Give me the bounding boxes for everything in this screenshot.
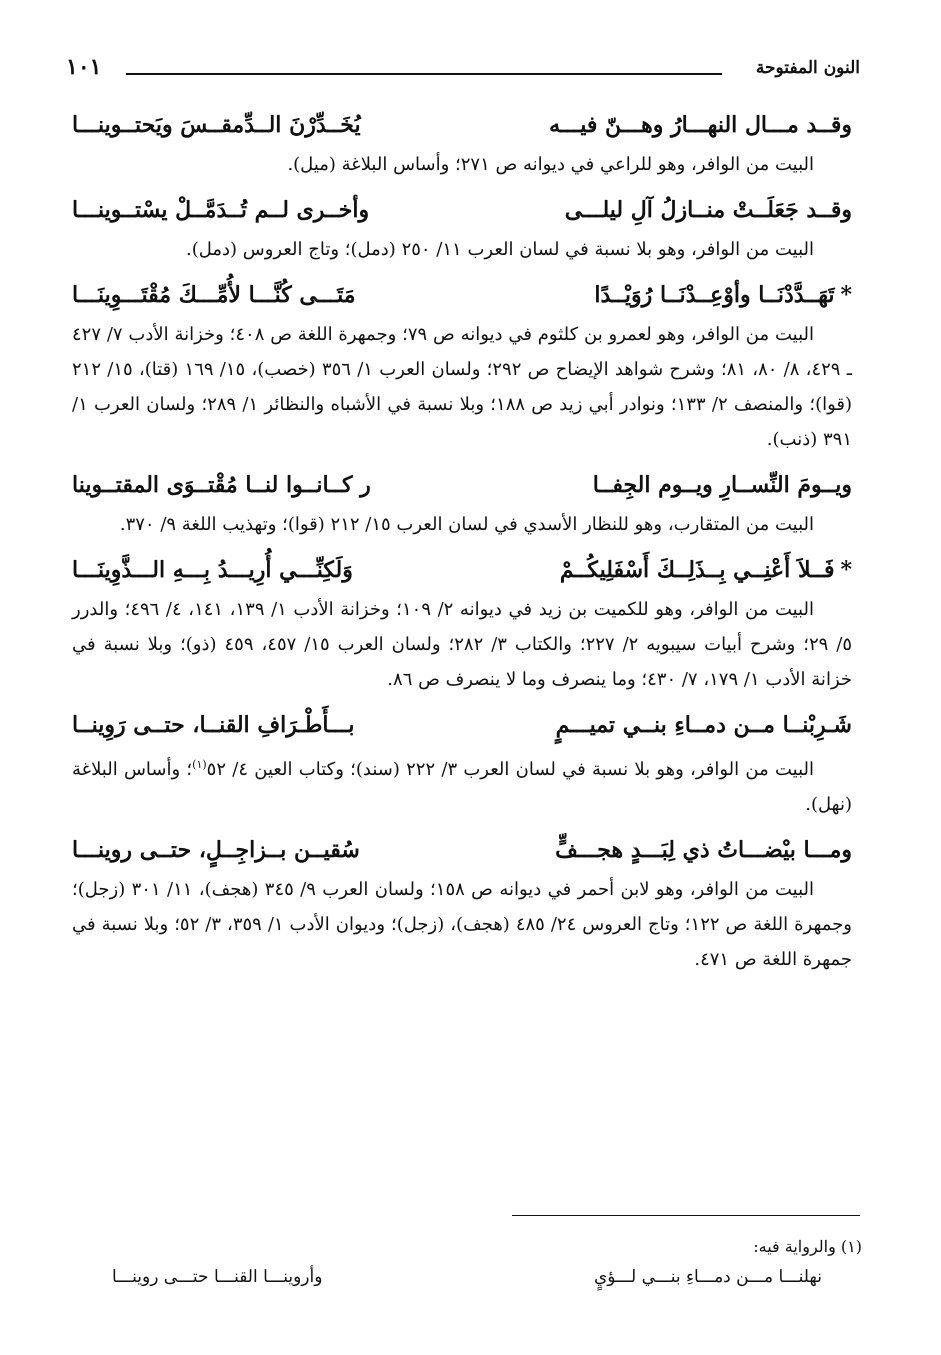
verse — [72, 703, 852, 747]
verse-second-hemistich: وأخــرى لــم تُــدَمَّــلْ يسْتــوينـــا — [72, 197, 370, 223]
verse — [72, 463, 852, 507]
verse-commentary — [72, 592, 852, 697]
commentary-text: البيت من الوافر، وهو للراعي في ديوانه ص ٢٧١؛ وأساس البلاغة (ميل). — [287, 154, 814, 175]
commentary-text: البيت من الوافر، وهو للكميت بن زيد في ديوانه ٢/ ١٠٩؛ وخزانة الأدب ١/ ١٣٩، ١٤١، ٤/ ٤٩٦؛ والدرر ٥/ ٢٩؛ وشرح أبيات سيبويه ٢/ ٢٢٧؛ والكتاب ٣/ ٢٨٢؛ ولسان العرب ١٥/ ٤٥٧، ٤٥٩ (ذو)؛ وبلا نسبة في خزانة الأدب ١/ ١٧٩، ٧/ ٤٣٠؛ وما ينصرف وما لا ينصرف ص ٨٦. — [72, 599, 853, 690]
chapter-title: النون المفتوحة — [755, 58, 860, 78]
commentary-text: البيت من المتقارب، وهو للنظار الأسدي في لسان العرب ١٥/ ٢١٢ (قوا)؛ وتهذيب اللغة ٩/ ٣٧٠. — [119, 514, 814, 535]
verse — [72, 828, 852, 872]
commentary-text: البيت من الوافر، وهو بلا نسبة في لسان العرب ١١/ ٢٥٠ (دمل)؛ وتاج العروس (دمل). — [185, 239, 814, 260]
page-number: ١٠١ — [66, 54, 102, 80]
footnote-second-hemistich: وأروينـــا القنـــا حتـــى روينـــا — [112, 1267, 323, 1287]
commentary-text: البيت من الوافر، وهو لعمرو بن كلثوم في ديوانه ص ٧٩؛ وجمهرة اللغة ص ٤٠٨؛ وخزانة الأدب ٧/ ٤٢٧ ـ ٤٢٩، ٨/ ٨٠، ٨١؛ وشرح شواهد الإيضاح ص ٢٩٢؛ ولسان العرب ١/ ٣٥٦ (خصب)، ١٥/ ١٦٩ (قتا)، ١٥/ ٢١٢ (قوا)؛ والمنصف ٢/ ١٣٣؛ ونوادر أبي زيد ص ١٨٨؛ وبلا نسبة في الأشباه والنظائر ١/ ٢٨٩؛ ولسان العرب ١/ ٣٩١ (ذنب). — [72, 324, 853, 450]
verse-first-hemistich: ويــومَ النِّســارِ ويــوم الجِفــا — [592, 472, 852, 498]
verse-first-hemistich: وقــد جَعَلَــتْ منــازلُ آلِ ليلـــى — [564, 197, 852, 223]
verse-commentary — [72, 507, 852, 542]
verse-second-hemistich: يُخَــدِّرْنَ الــدِّمقــسَ ويَحتــوينـــا — [72, 112, 361, 138]
verse-second-hemistich: ر كــانــوا لنــا مُقْتــوَى المقتــوينا — [72, 472, 371, 498]
header-rule — [126, 73, 722, 75]
verse-commentary — [72, 147, 852, 182]
verse-first-hemistich: تَهَــدَّدْنَــا وأوْعِــدْنَــا رُوَيْــدًا — [594, 282, 835, 308]
verse-first-hemistich: فَــلاَ أَعْنِــي بِــذَلِــكَ أَسْفَلِيكُــمْ — [559, 557, 835, 583]
commentary-text: البيت من الوافر، وهو لابن أحمر في ديوانه ص ١٥٨؛ ولسان العرب ٩/ ٣٤٥ (هجف)، ١١/ ٣٠١ (زجل)؛ وجمهرة اللغة ص ١٢٢؛ وتاج العروس ٢٤/ ٤٨٥ (هجف)، (زجل)؛ وديوان الأدب ١/ ٣٥٩، ٣/ ٥٢؛ وبلا نسبة في جمهرة اللغة ص ٤٧١. — [72, 879, 852, 970]
verse-commentary — [72, 872, 852, 977]
footnote-first-hemistich: نهلنـــا مـــن دمـــاءِ بنـــي لـــؤيٍ — [593, 1267, 822, 1287]
verse-second-hemistich: مَتَـــى كُنَّـــا لأُمِّـــكَ مُقْتَـــوِينَـــا — [72, 282, 356, 308]
verse-second-hemistich: سُقيــن بــزاجِــلٍ، حتــى روينـــا — [72, 837, 360, 863]
verse-second-hemistich: بـــأَطْـرَافِ القنــا، حتــى رَوِينــا — [72, 712, 355, 738]
verse — [72, 103, 852, 147]
verse-commentary — [72, 232, 852, 267]
verse-first-hemistich: وقــد مـــال النهـــارُ وهـــنّ فيـــه — [549, 112, 852, 138]
verse — [72, 273, 852, 317]
footnote-text: (١) والرواية فيه: — [753, 1237, 862, 1256]
verse-first-hemistich: ومـــا بيْضـــاتُ ذي لِبَـــدٍ هجـــفٍّ — [555, 837, 852, 863]
footnote-verse — [72, 1262, 862, 1292]
page-body — [72, 103, 852, 983]
star-marker: * — [840, 557, 852, 583]
commentary-text: البيت من الوافر، وهو بلا نسبة في لسان العرب ٣/ ٢٢٢ (سند)؛ وكتاب العين ٤/ ٥٢$^{(١)}$؛ وأساس البلاغة (نهل). — [72, 758, 852, 815]
verse — [72, 188, 852, 232]
star-marker: * — [840, 282, 852, 308]
verse-second-hemistich: وَلَكِنِّـــي أُرِيـــدُ بِـــهِ الـــذَّوِينَـــا — [72, 557, 353, 583]
footnote-ref[interactable]: (١) — [192, 758, 207, 771]
verse-commentary — [72, 747, 852, 822]
verse-first-hemistich: شَـرِبْنــا مــن دمــاءِ بنــي تميـــمٍ — [555, 712, 852, 738]
page-header — [66, 54, 860, 88]
verse-commentary — [72, 317, 852, 457]
verse — [72, 548, 852, 592]
footnote — [72, 1232, 862, 1292]
footnote-separator — [512, 1215, 860, 1216]
